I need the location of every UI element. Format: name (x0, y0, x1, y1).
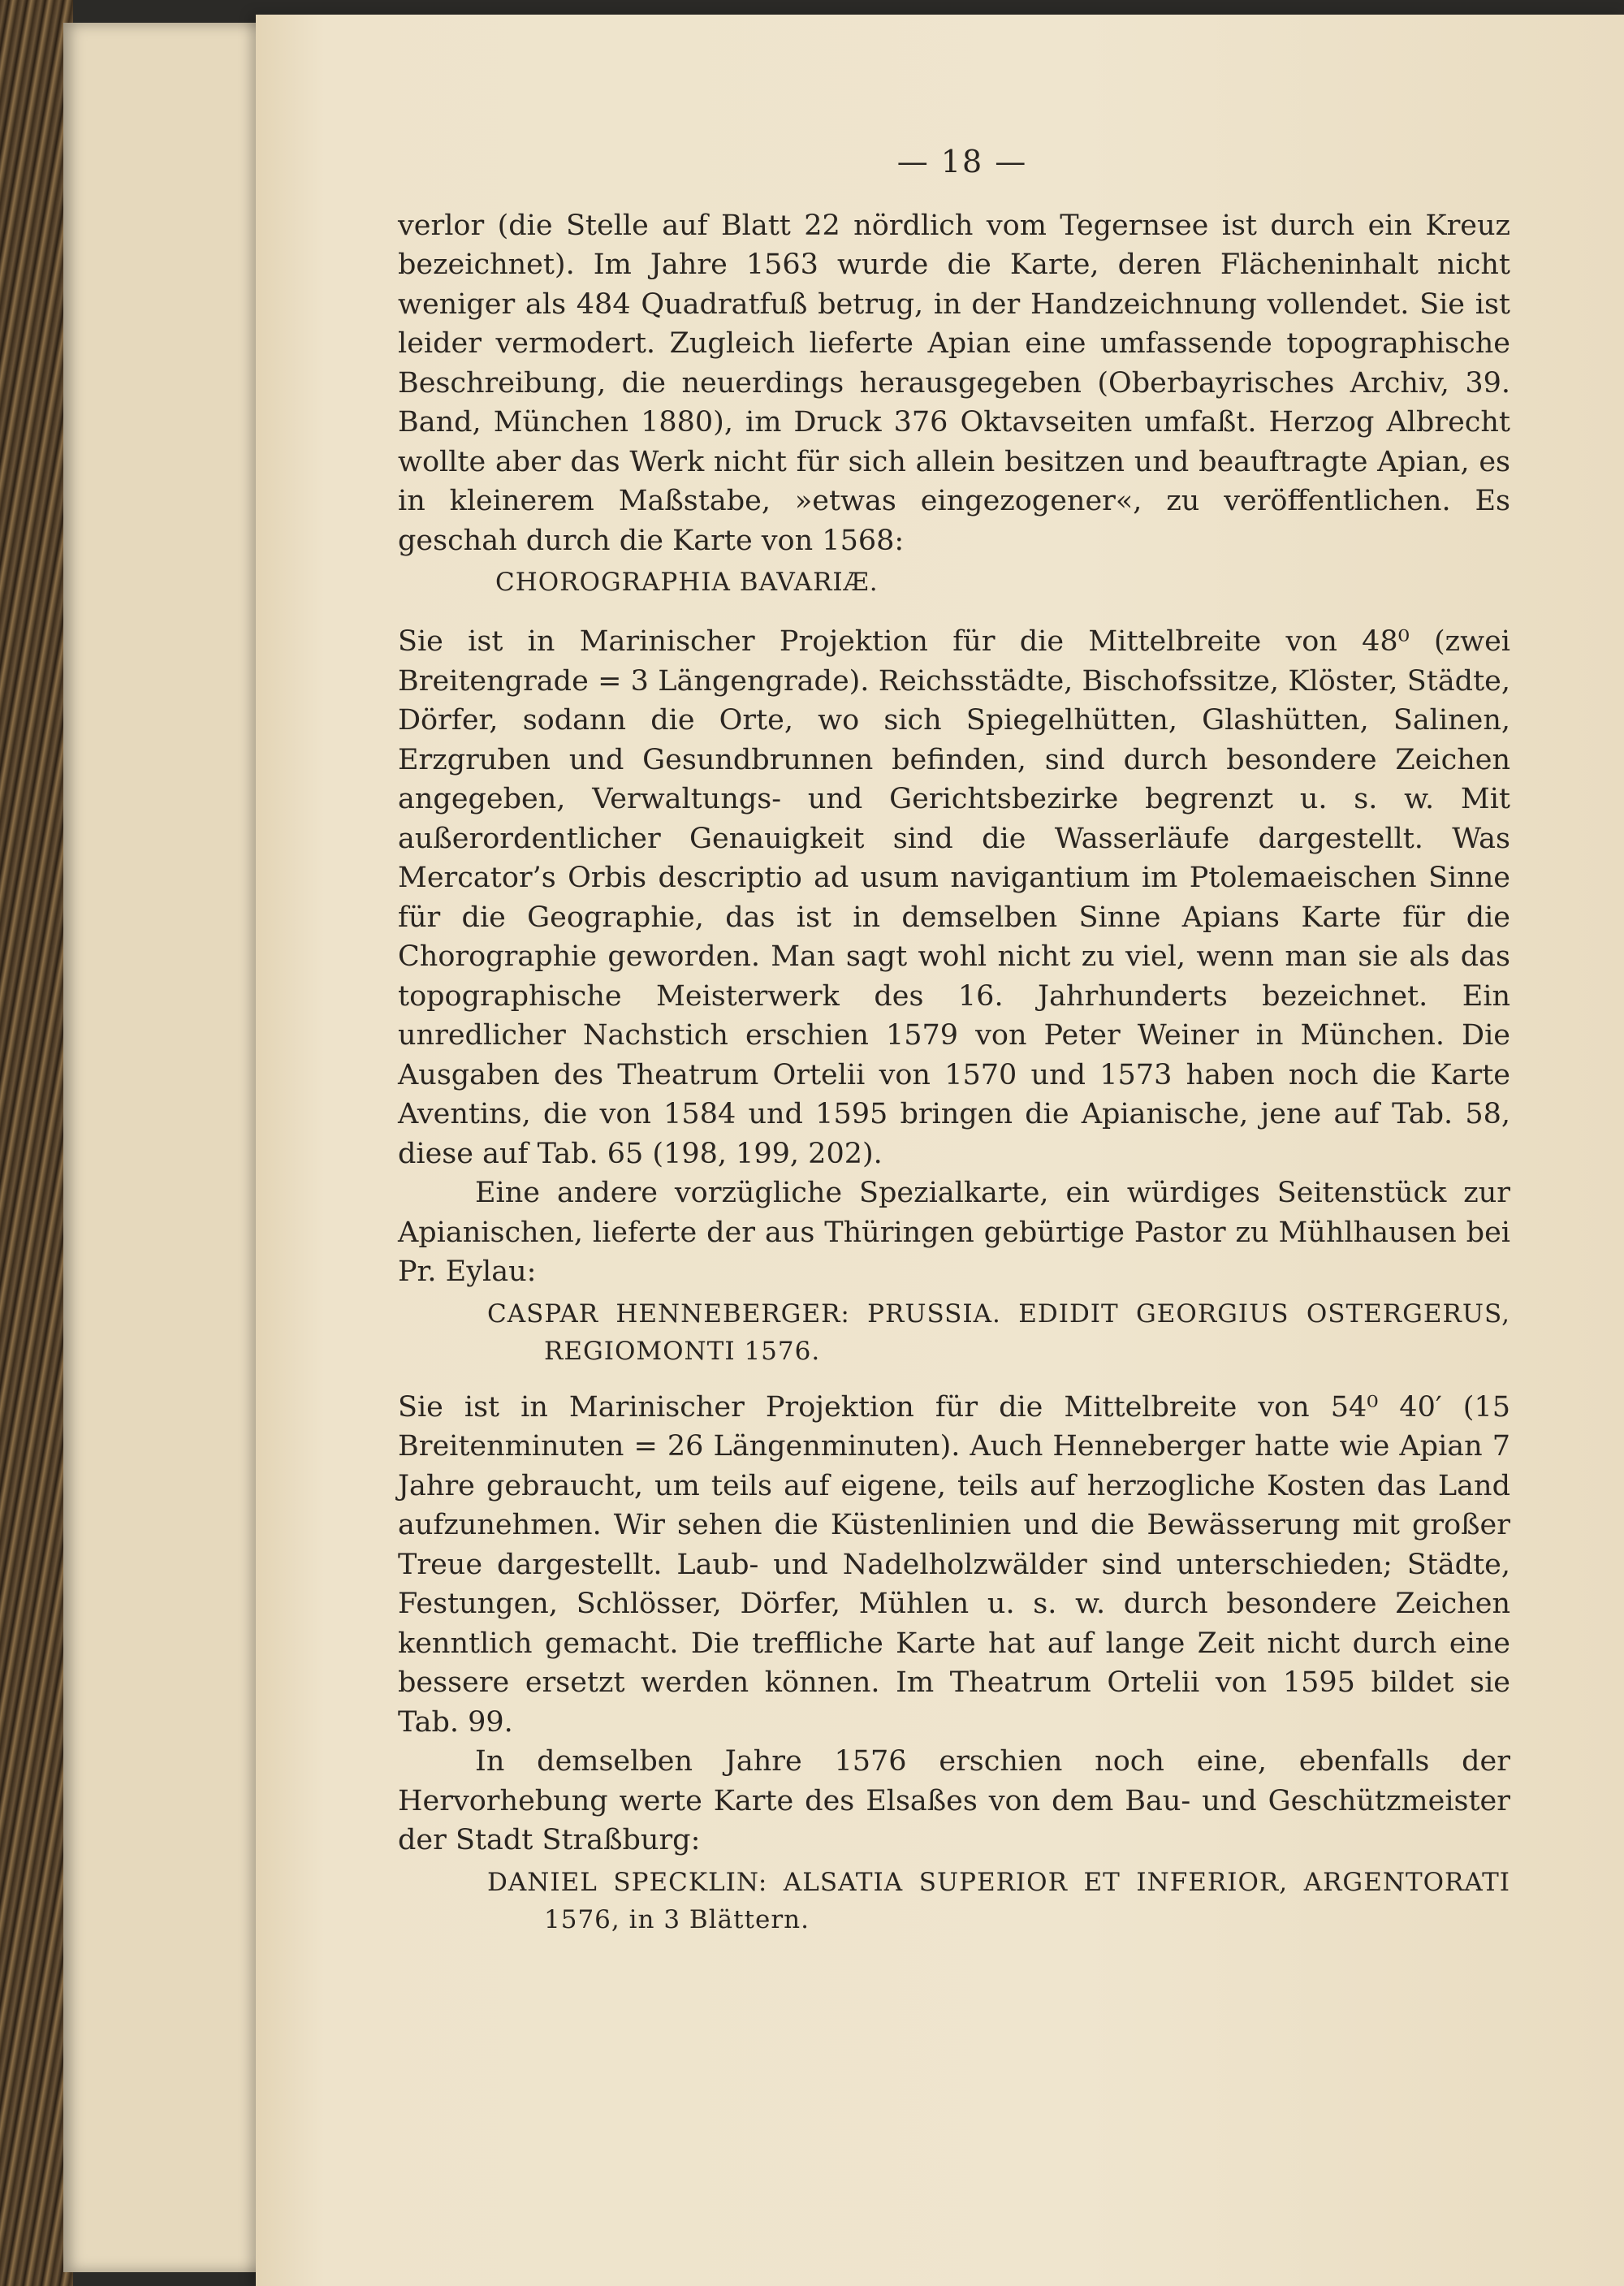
map-title: CHOROGRAPHIA BAVARIÆ. (495, 568, 879, 597)
book-binding (0, 0, 73, 2286)
paragraph: Eine andere vorzügliche Spezialkarte, ein würdiges Seitenstück zur Apianischen, lieferte der aus Thüringen gebürtige Pastor zu Mühlhausen bei Pr. Eylau: (398, 1177, 1510, 1288)
paragraph: In demselben Jahre 1576 erschien noch eine, ebenfalls der Hervorhebung werte Karte des Elsaßes von dem Bau- und Geschützmeister der Stadt Straßburg: (398, 1745, 1510, 1856)
paragraph: Sie ist in Marinischer Projektion für die Mittelbreite von 54⁰ 40′ (15 Breitenminuten = 26 Längenminuten). Auch Henneberger hatte wie Apian 7 Jahre gebraucht, um teils auf eigene, teils auf herzogliche Kosten das Land aufzunehmen. Wir sehen die Küstenlinien und die Bewässerung mit großer Treue dargestellt. Laub- und Nadelholzwälder sind unterschieden; Städte, Festungen, Schlösser, Dörfer, Mühlen u. s. w. durch besondere Zeichen kenntlich gemacht. Die treffliche Karte hat auf lange Zeit nicht durch eine bessere ersetzt werden können. Im Theatrum Ortelii von 1595 bildet sie Tab. 99. (398, 1390, 1510, 1739)
page-number: — 18 — (896, 144, 1028, 179)
paragraph: verlor (die Stelle auf Blatt 22 nördlich vom Tegernsee ist durch ein Kreuz bezeichnet). Im Jahre 1563 wurde die Karte, deren Flächeninhalt nicht weniger als 484 Quadratfuß betrug, in der Handzeichnung vollendet. Sie ist leider vermodert. Zugleich lieferte Apian eine umfassende topographische Beschreibung, die neuerdings herausgegeben (Oberbayrisches Archiv, 39. Band, München 1880), im Druck 376 Oktavseiten umfaßt. Herzog Albrecht wollte aber das Werk nicht für sich allein besitzen und beauftragte Apian, es in kleinerem Maßstabe, »etwas eingezogener«, zu veröffentlichen. Es geschah durch die Karte von 1568: (398, 209, 1510, 557)
map-title: CASPAR HENNEBERGER: PRUSSIA. EDIDIT GEORGIUS OSTERGERUS, REGIOMONTI 1576. (487, 1299, 1510, 1366)
map-title: DANIEL SPECKLIN: ALSATIA SUPERIOR ET INFERIOR, ARGENTORATI 1576, in 3 Blättern. (487, 1867, 1510, 1934)
page-text (398, 142, 1510, 1956)
paragraph: Sie ist in Marinischer Projektion für die Mittelbreite von 48⁰ (zwei Breitengrade = 3 Längengrade). Reichsstädte, Bischofssitze, Klöster, Städte, Dörfer, sodann die Orte, wo sich Spiegelhütten, Glashütten, Salinen, Erzgruben und Gesundbrunnen befinden, sind durch besondere Zeichen angegeben, Verwaltungs- und Gerichtsbezirke begrenzt u. s. w. Mit außerordentlicher Genauigkeit sind die Wasserläufe dargestellt. Was Mercator’s Orbis descriptio ad usum navigantium im Ptolemaeischen Sinne für die Geographie, das ist in demselben Sinne Apians Karte für die Chorographie geworden. Man sagt wohl nicht zu viel, wenn man sie als das topographische Meisterwerk des 16. Jahrhunderts bezeichnet. Ein unredlicher Nachstich erschien 1579 von Peter Weiner in München. Die Ausgaben des Theatrum Ortelii von 1570 und 1573 haben noch die Karte Aventins, die von 1584 und 1595 bringen die Apianische, jene auf Tab. 58, diese auf Tab. 65 (198, 199, 202). (398, 625, 1510, 1170)
